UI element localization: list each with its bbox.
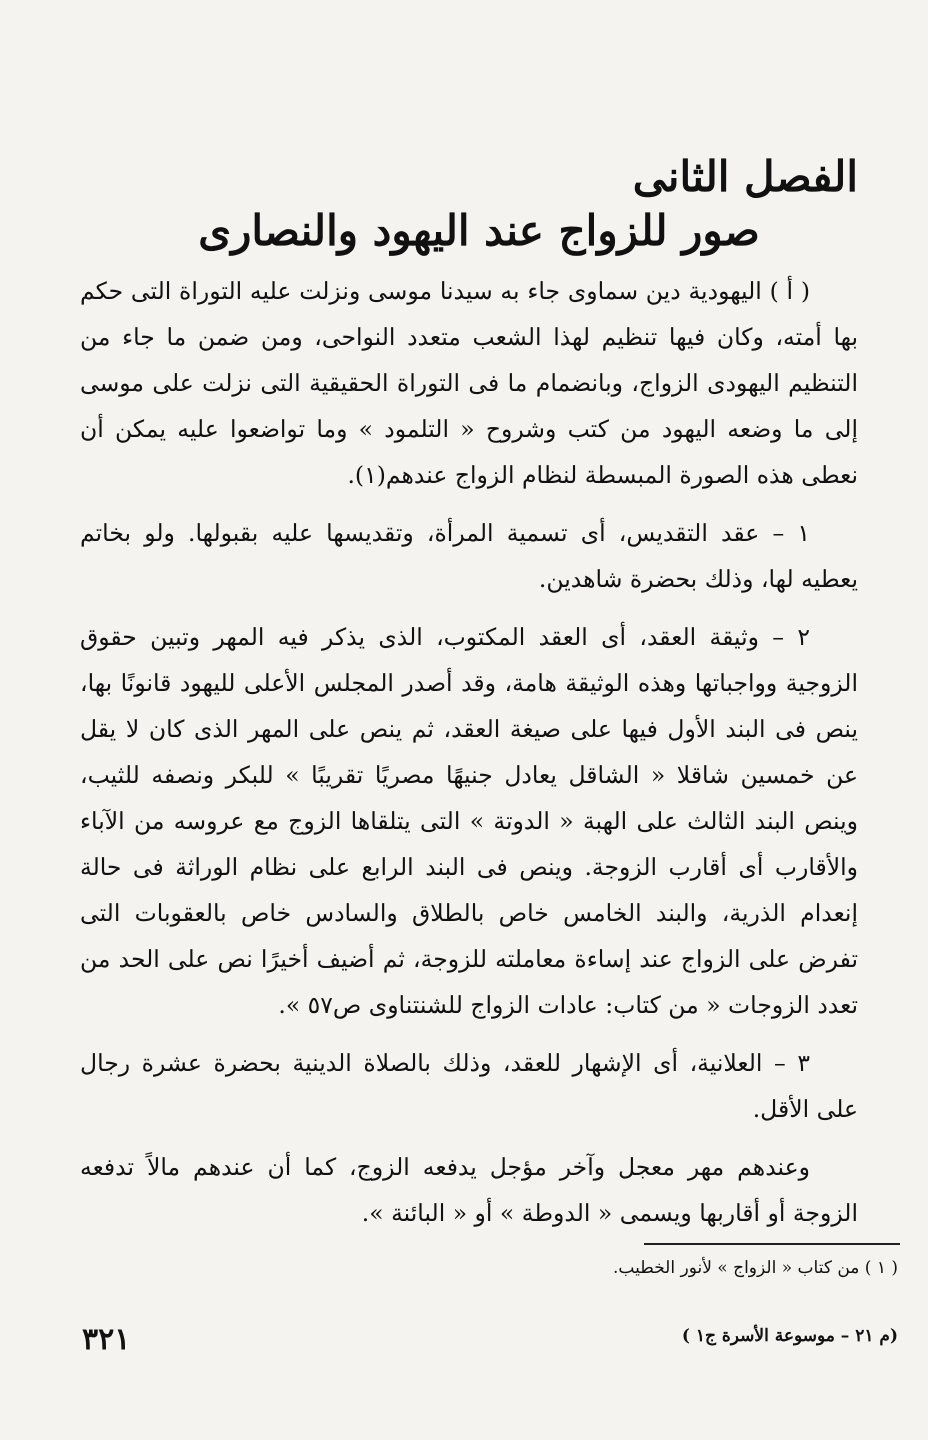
- item-1-paragraph: ١ – عقد التقديس، أى تسمية المرأة، وتقديسها عليه بقبولها. ولو بخاتم يعطيه لها، وذلك بحضرة شاهدين.: [80, 519, 858, 593]
- item-3-paragraph: ٣ – العلانية، أى الإشهار للعقد، وذلك بالصلاة الدينية بحضرة عشرة رجال على الأقل.: [80, 1049, 858, 1123]
- item-2-paragraph: ٢ – وثيقة العقد، أى العقد المكتوب، الذى يذكر فيه المهر وتبين حقوق الزوجية وواجباتها وهذه الوثيقة هامة، وقد أصدر المجلس الأعلى لليهود قانونًا بها، ينص فى البند الأول فيها على صيغة العقد، ثم ينص على المهر الذى كان لا يقل عن خمسين شاقلا « الشاقل يعادل جنيهًا مصريًا تقريبًا » للبكر ونصفه للثيب، وينص البند الثالث على الهبة « الدوتة » التى يتلقاها الزوج مع عروسه من الآباء والأقارب أى أقارب الزوجة. وينص فى البند الرابع على نظام الوراثة فى حالة إنعدام الذرية، والبند الخامس خاص بالطلاق والسادس خاص بالعقوبات التى تفرض على الزواج عند إساءة معاملته للزوجة، ثم أضيف أخيرًا نص على الحد من تعدد الزوجات « من كتاب: عادات الزواج للشنتناوى ص٥٧ ».: [80, 623, 858, 1019]
- intro-paragraph: ( أ ) اليهودية دين سماوى جاء به سيدنا موسى ونزلت عليه التوراة التى حكم بها أمته، وكان فيها تنظيم لهذا الشعب متعدد النواحى، ومن ضمن ما جاء من التنظيم اليهودى الزواج، وبانضمام ما فى التوراة الحقيقية التى نزلت على موسى إلى ما وضعه اليهود من كتب وشروح « التلمود » وما تواضعوا عليه يمكن أن نعطى هذه الصورة المبسطة لنظام الزواج عندهم(١).: [80, 277, 858, 489]
- footnote-divider: [644, 1243, 900, 1245]
- chapter-title: صور للزواج عند اليهود والنصارى: [198, 206, 760, 255]
- page-number: ٣٢١: [82, 1322, 131, 1357]
- volume-note: (م ٢١ – موسوعة الأسرة ج١ ): [681, 1326, 898, 1346]
- closing-paragraph: وعندهم مهر معجل وآخر مؤجل يدفعه الزوج، كما أن عندهم مالاً تدفعه الزوجة أو أقاربها ويسمى « الدوطة » أو « البائنة ».: [80, 1153, 858, 1227]
- footnote: ( ١ ) من كتاب « الزواج » لأنور الخطيب.: [613, 1258, 898, 1278]
- body-text: [80, 268, 858, 1248]
- chapter-heading: الفصل الثانى: [632, 152, 858, 201]
